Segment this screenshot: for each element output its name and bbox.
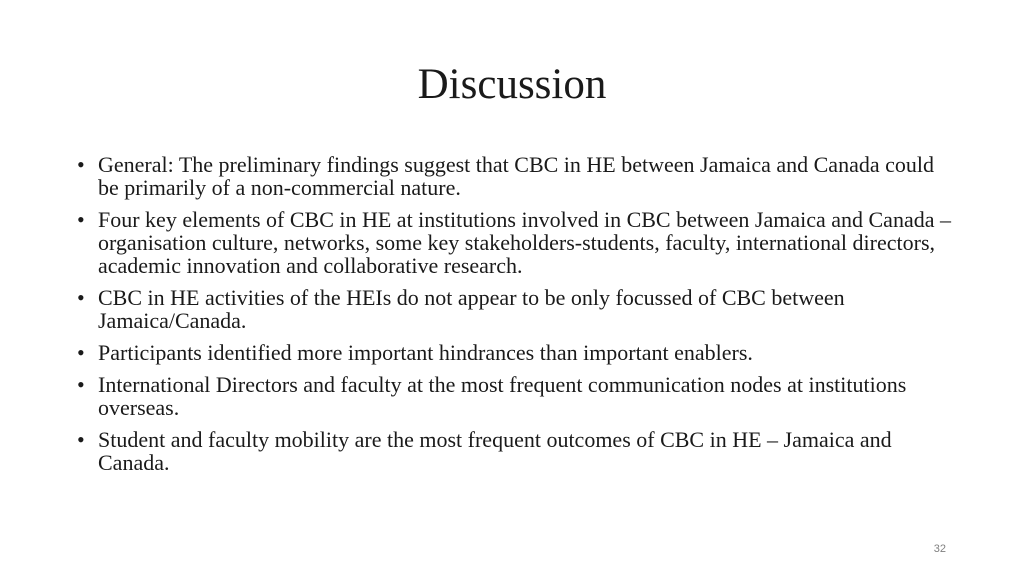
bullet-item xyxy=(76,153,956,199)
bullet-text: Student and faculty mobility are the most frequent outcomes of CBC in HE – Jamaica and Canada. xyxy=(98,427,892,475)
bullet-text: International Directors and faculty at the most frequent communication nodes at institutions overseas. xyxy=(98,372,907,420)
page-number: 32 xyxy=(933,543,946,555)
bullet-marker: • xyxy=(77,427,85,452)
bullet-text: General: The preliminary findings suggest that CBC in HE between Jamaica and Canada could be primarily of a non-commercial nature. xyxy=(98,152,934,200)
bullet-marker: • xyxy=(77,340,85,365)
bullet-text: CBC in HE activities of the HEIs do not appear to be only focussed of CBC between Jamaica/Canada. xyxy=(98,285,845,333)
bullet-item xyxy=(76,428,956,474)
bullet-marker: • xyxy=(77,285,85,310)
bullet-text: Participants identified more important hindrances than important enablers. xyxy=(98,340,753,365)
bullet-item xyxy=(76,341,956,364)
bullet-marker: • xyxy=(77,207,85,232)
bullet-marker: • xyxy=(77,372,85,397)
bullet-list xyxy=(76,153,956,483)
bullet-marker: • xyxy=(77,152,85,177)
bullet-text: Four key elements of CBC in HE at institutions involved in CBC between Jamaica and Canada – organisation culture, networks, some key stakeholders-students, faculty, international directors, academic innovation and collaborative research. xyxy=(98,207,951,278)
slide-title: Discussion xyxy=(417,61,607,108)
bullet-item xyxy=(76,373,956,419)
bullet-item xyxy=(76,208,956,277)
bullet-item xyxy=(76,286,956,332)
